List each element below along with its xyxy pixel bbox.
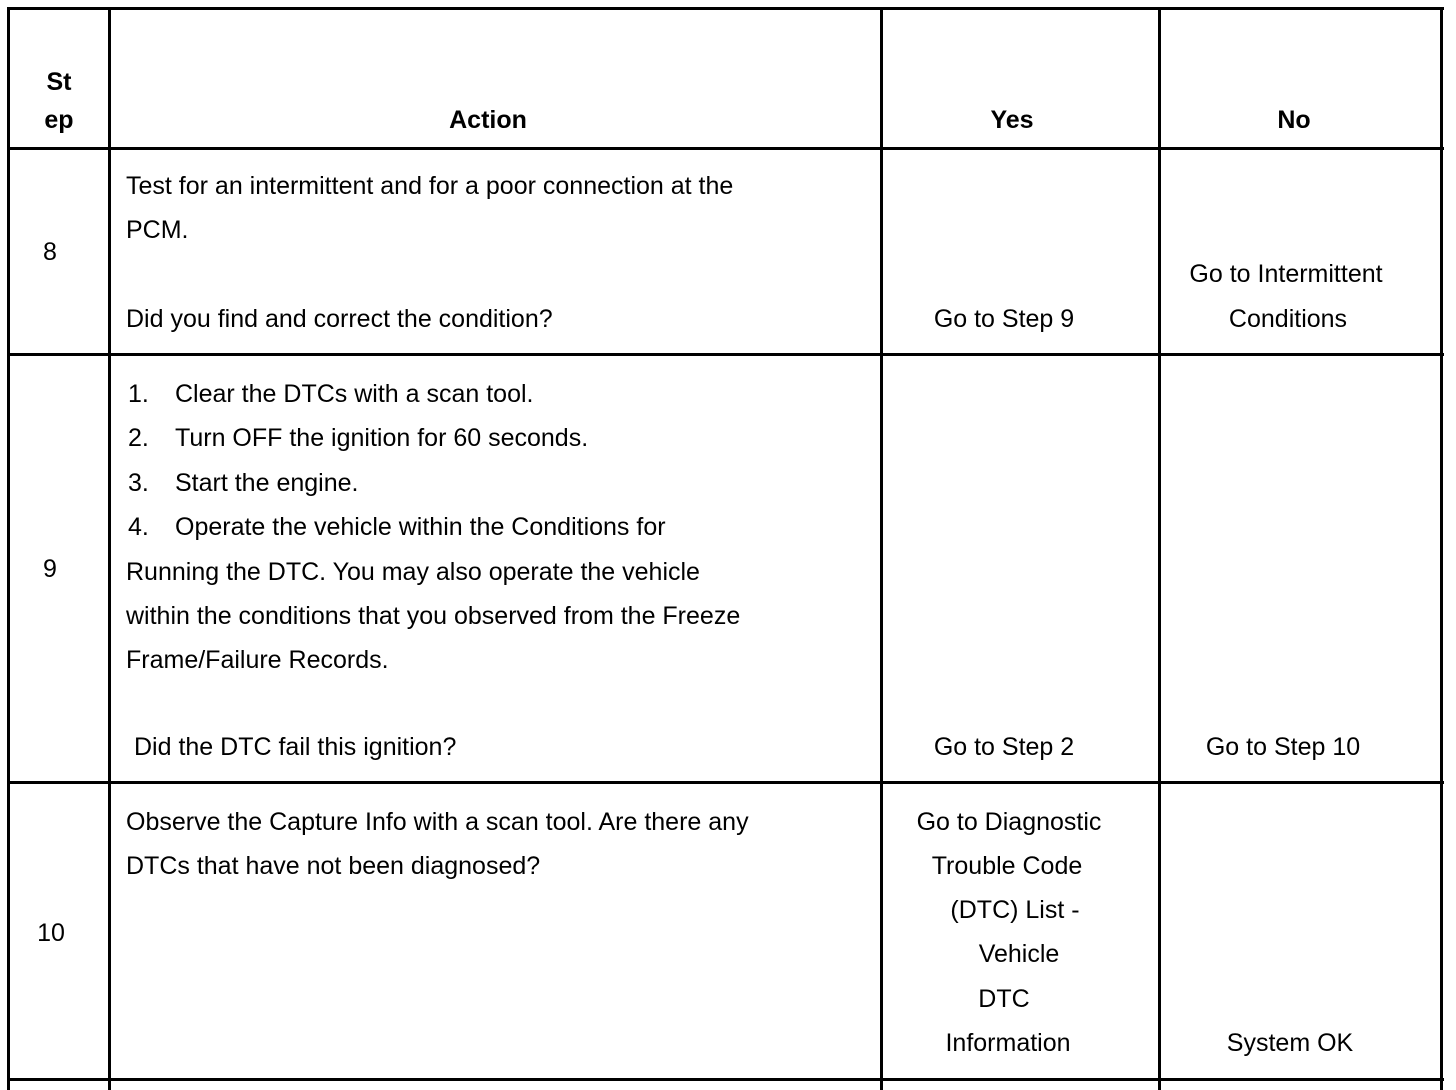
list-text: Start the engine.: [175, 469, 359, 497]
row-9-question: Did the DTC fail this ignition?: [134, 733, 457, 761]
row-8-action-line2: PCM.: [126, 216, 189, 244]
row-9-step: 9: [43, 555, 57, 583]
table-border-top: [8, 7, 1444, 10]
row-divider-8: [8, 353, 1444, 356]
list-number: 4.: [128, 513, 149, 541]
table-border-left: [7, 7, 10, 1090]
list-text: Operate the vehicle within the Conditions for: [175, 513, 666, 541]
row-9-list-item-1: [128, 372, 533, 417]
row-8-step: 8: [43, 238, 57, 266]
row-9-continuation-line1: Running the DTC. You may also operate the vehicle: [126, 558, 700, 586]
header-step-line2: ep: [44, 106, 74, 134]
row-9-yes: Go to Step 2: [933, 733, 1075, 761]
row-9-list-item-2: [128, 416, 588, 461]
list-text: Turn OFF the ignition for 60 seconds.: [175, 424, 589, 452]
row-10-yes-line3: (DTC) List -: [950, 896, 1080, 924]
row-10-action-line1: Observe the Capture Info with a scan tool. Are there any: [126, 808, 749, 836]
row-9-list-item-3: [128, 461, 358, 506]
row-divider-10: [8, 1078, 1444, 1081]
row-10-step: 10: [37, 919, 65, 947]
row-10-no: System OK: [1226, 1029, 1354, 1057]
col-divider-action: [880, 7, 883, 1090]
col-divider-yes: [1158, 7, 1161, 1090]
list-text: Clear the DTCs with a scan tool.: [175, 380, 534, 408]
row-10-yes-line5: DTC: [978, 985, 1030, 1013]
row-8-no-line1: Go to Intermittent: [1189, 260, 1383, 288]
row-9-no: Go to Step 10: [1205, 733, 1361, 761]
row-10-yes-line6: Information: [945, 1029, 1071, 1057]
row-8-yes: Go to Step 9: [933, 305, 1075, 333]
header-step-line1: St: [46, 68, 72, 96]
row-8-question: Did you find and correct the condition?: [126, 305, 553, 333]
row-10-yes-line1: Go to Diagnostic: [916, 808, 1102, 836]
header-divider: [8, 147, 1444, 150]
row-9-continuation-line2: within the conditions that you observed from the Freeze: [126, 602, 741, 630]
row-10-action-line2: DTCs that have not been diagnosed?: [126, 852, 541, 880]
row-10-yes-line2: Trouble Code: [931, 852, 1083, 880]
row-10-yes-line4: Vehicle: [978, 940, 1060, 968]
row-divider-9: [8, 781, 1444, 784]
row-8-action-line1: Test for an intermittent and for a poor connection at the: [126, 172, 734, 200]
row-9-continuation-line3: Frame/Failure Records.: [126, 646, 389, 674]
row-8-no-line2: Conditions: [1228, 305, 1348, 333]
header-step: [10, 63, 108, 139]
row-9-list-item-4: [128, 505, 666, 550]
header-action: Action: [449, 106, 527, 134]
list-number: 2.: [128, 424, 149, 452]
list-number: 3.: [128, 469, 149, 497]
header-yes: Yes: [990, 106, 1034, 134]
list-number: 1.: [128, 380, 149, 408]
table-border-right: [1440, 7, 1443, 1090]
col-divider-step: [108, 7, 111, 1090]
header-no: No: [1277, 106, 1311, 134]
